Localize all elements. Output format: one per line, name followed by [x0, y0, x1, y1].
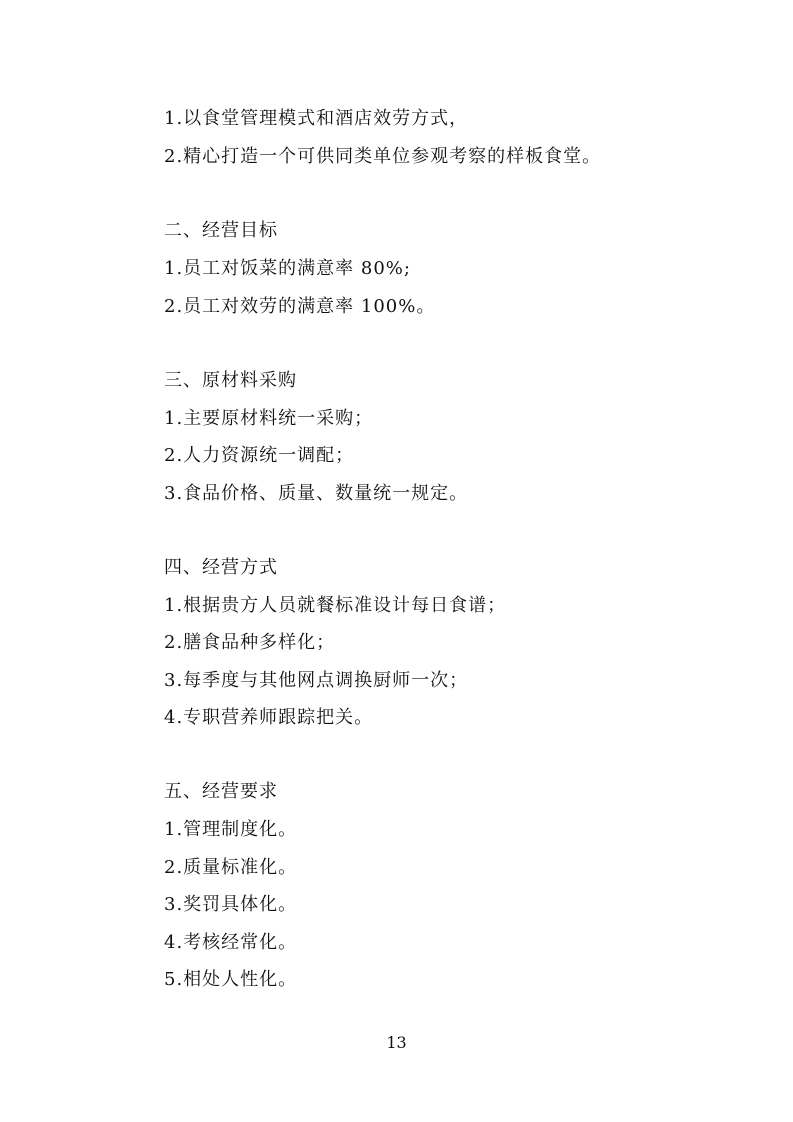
page-number: 13 — [386, 1033, 407, 1052]
intro-item-1: 1.以食堂管理模式和酒店效劳方式， — [164, 108, 469, 129]
requirements-item-4: 4.考核经常化。 — [164, 932, 298, 953]
section-heading-purchase: 三、原材料采购 — [164, 370, 297, 391]
requirements-item-1: 1.管理制度化。 — [164, 819, 298, 840]
purchase-item-3: 3.食品价格、质量、数量统一规定。 — [164, 483, 469, 504]
requirements-item-3: 3.奖罚具体化。 — [164, 894, 298, 915]
mode-item-4: 4.专职营养师跟踪把关。 — [164, 707, 374, 728]
requirements-item-2: 2.质量标准化。 — [164, 857, 298, 878]
section-heading-mode: 四、经营方式 — [164, 557, 278, 578]
mode-item-2: 2.膳食品种多样化； — [164, 632, 336, 653]
section-heading-goals: 二、经营目标 — [164, 220, 278, 241]
mode-item-3: 3.每季度与其他网点调换厨师一次； — [164, 670, 469, 691]
goals-item-1: 1.员工对饭菜的满意率 80%; — [164, 258, 411, 279]
purchase-item-2: 2.人力资源统一调配； — [164, 445, 355, 466]
purchase-item-1: 1.主要原材料统一采购； — [164, 408, 374, 429]
intro-item-2: 2.精心打造一个可供同类单位参观考察的样板食堂。 — [164, 146, 602, 167]
section-heading-requirements: 五、经营要求 — [164, 781, 278, 802]
requirements-item-5: 5.相处人性化。 — [164, 969, 298, 990]
mode-item-1: 1.根据贵方人员就餐标准设计每日食谱； — [164, 595, 507, 616]
goals-item-2: 2.员工对效劳的满意率 100%。 — [164, 296, 436, 317]
